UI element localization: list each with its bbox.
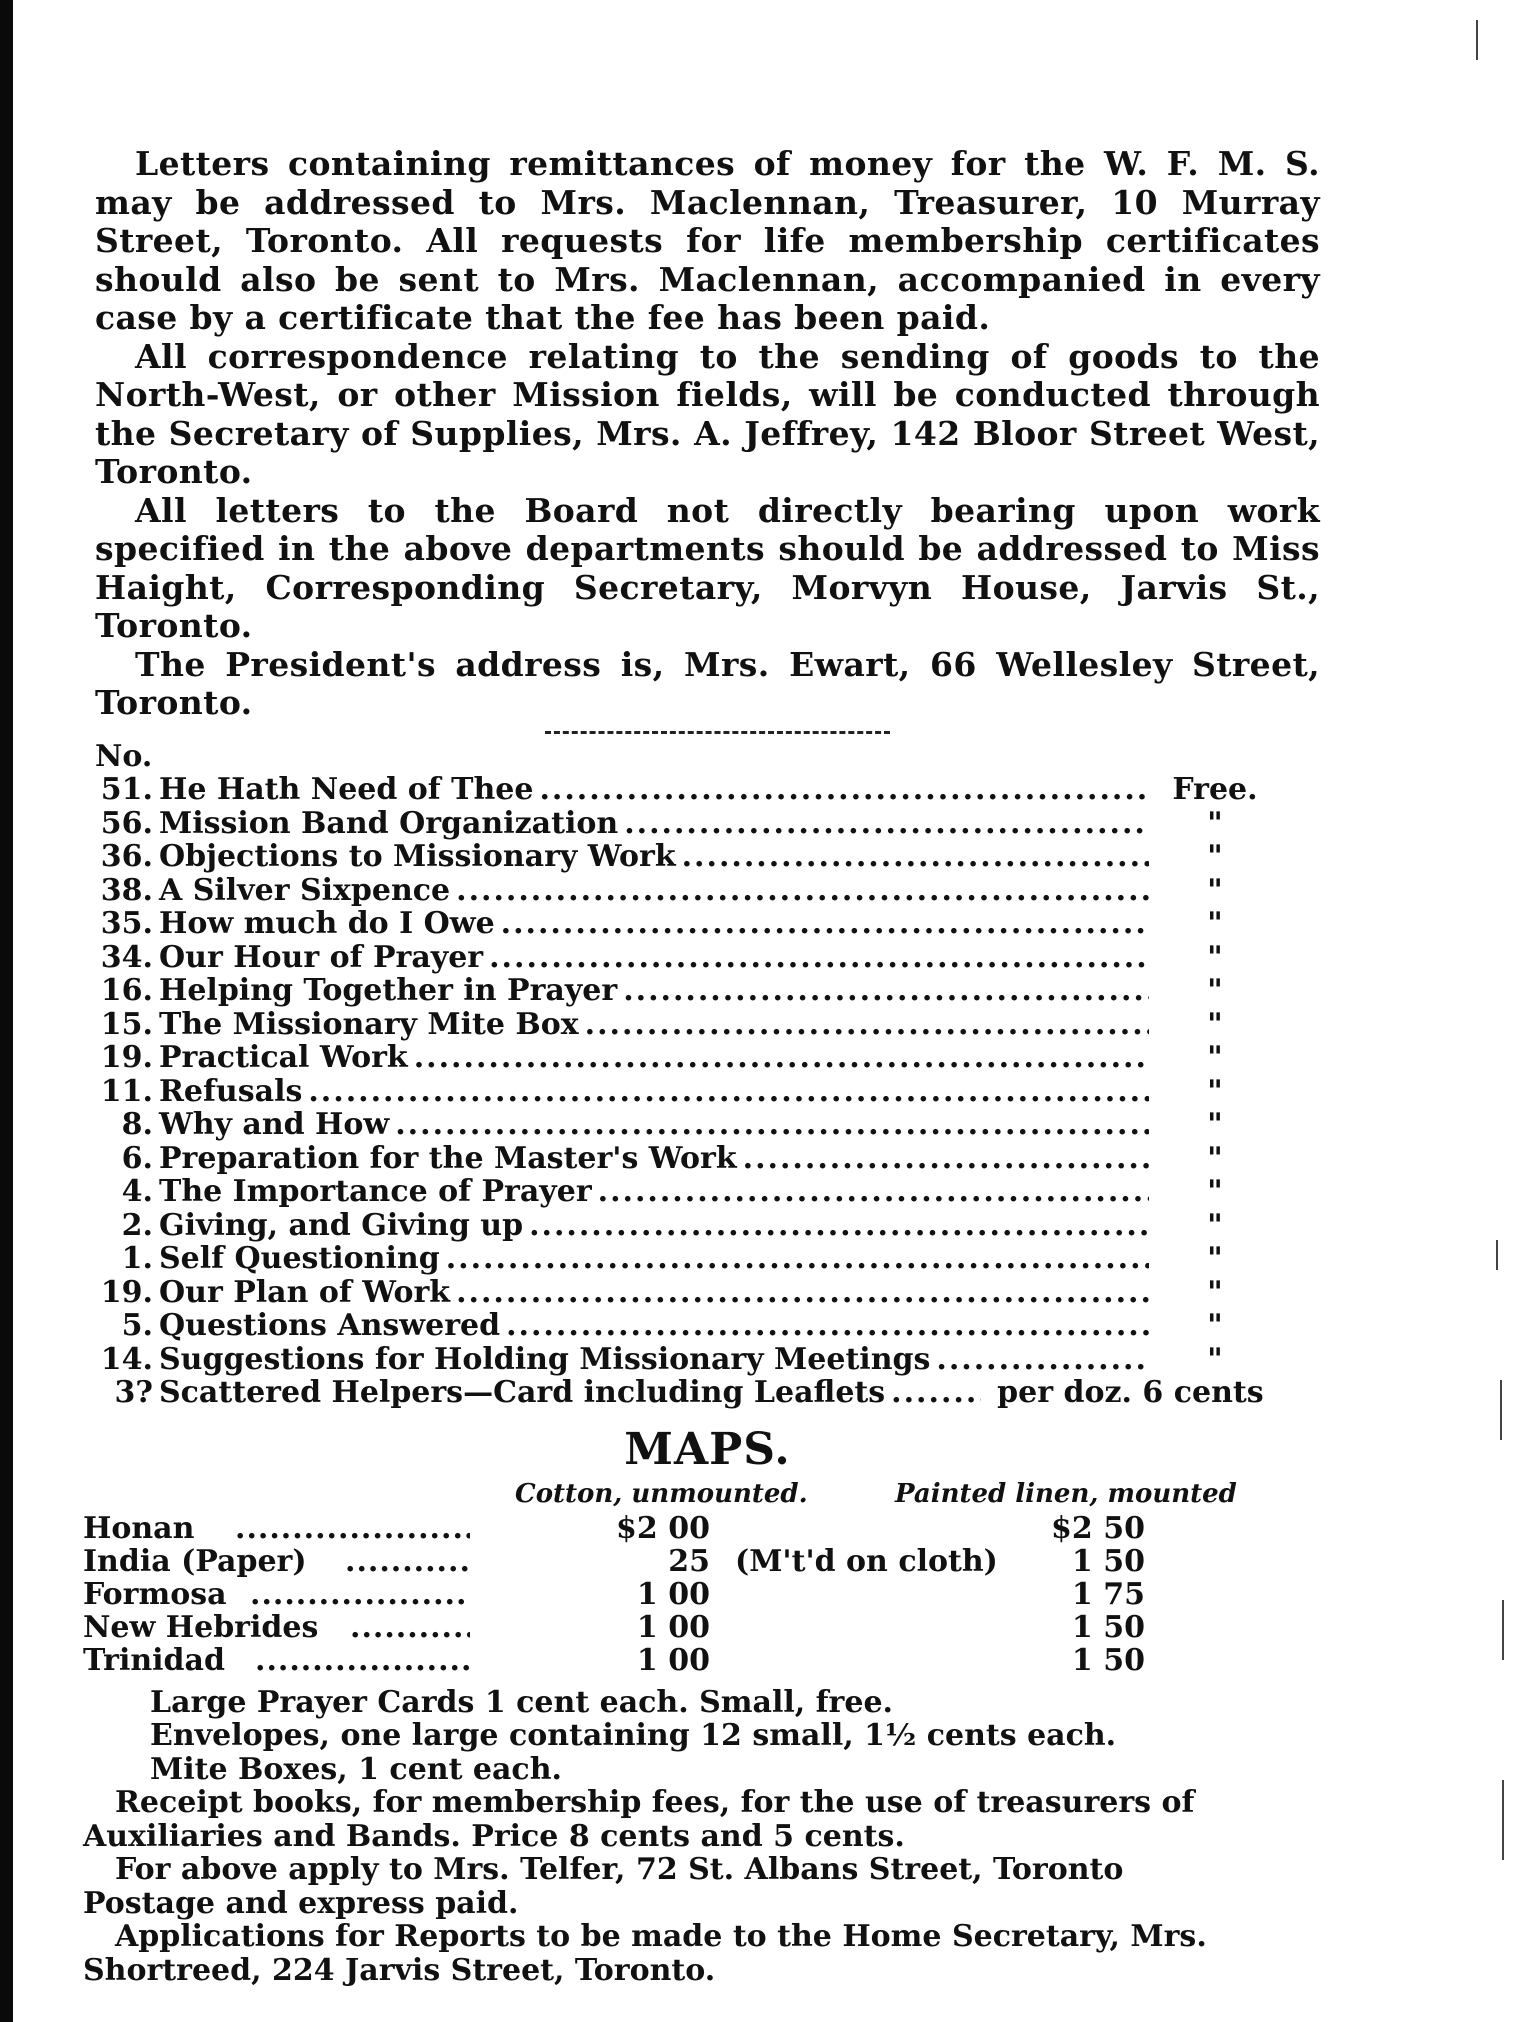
leaflet-title: The Importance of Prayer xyxy=(159,1174,592,1209)
supplies-notices xyxy=(83,1684,1320,1988)
leaflet-row xyxy=(95,974,1275,1008)
leaflet-price: " xyxy=(1207,1308,1223,1343)
leaflet-row xyxy=(95,840,1275,874)
leaflet-number: 2. xyxy=(121,1207,153,1243)
margin-mark xyxy=(1476,20,1478,60)
leaflet-price: " xyxy=(1207,906,1223,941)
leaflet-title: Questions Answered xyxy=(159,1308,501,1343)
dot-leader xyxy=(585,1008,1149,1042)
map-row xyxy=(83,1576,1320,1612)
leaflet-number: 19. xyxy=(100,1040,153,1075)
leaflet-number: 1. xyxy=(121,1241,153,1276)
map-linen-price: 1 50 xyxy=(1071,1609,1145,1645)
leaflet-number: 51. xyxy=(100,772,153,807)
receipt-books-note-cont: Auxiliaries and Bands. Price 8 cents and 5 cents. xyxy=(83,1818,905,1854)
mite-boxes-note: Mite Boxes, 1 cent each. xyxy=(150,1751,562,1787)
leaflet-number: 14. xyxy=(100,1341,153,1377)
map-name: Honan xyxy=(83,1510,195,1546)
leaflet-title: Scattered Helpers—Card including Leaflets xyxy=(159,1375,886,1410)
dot-leader xyxy=(529,1209,1149,1243)
maps-table xyxy=(83,1510,1320,1678)
dot-leader xyxy=(624,807,1149,841)
map-linen-price: 1 50 xyxy=(1071,1642,1145,1678)
leaflet-price: per doz. 6 cents xyxy=(997,1375,1264,1410)
leaflet-title: Our Plan of Work xyxy=(159,1274,451,1310)
leaflet-price: " xyxy=(1207,973,1223,1008)
page-edge-bar xyxy=(0,0,13,2022)
leaflet-number: 6. xyxy=(121,1140,153,1176)
leaflet-number: 56. xyxy=(100,805,153,841)
map-linen-price: 1 50 xyxy=(1071,1543,1145,1579)
maps-column-headers xyxy=(95,1479,1320,1511)
paragraph-supplies: All correspondence relating to the sending of goods to the North-West, or other Mission fields, will be conducted through the Secretary of Supplies, Mrs. A. Jeffrey, 142 Bloor Street West, Toronto. xyxy=(95,336,1320,491)
leaflet-price: " xyxy=(1207,1006,1223,1042)
map-name: New Hebrides xyxy=(83,1609,319,1645)
leaflet-price: " xyxy=(1207,1107,1223,1142)
dot-leader xyxy=(506,1309,1149,1343)
dot-leader xyxy=(345,1544,470,1579)
leaflet-title: Preparation for the Master's Work xyxy=(159,1140,737,1176)
leaflet-number: 8. xyxy=(121,1107,153,1142)
dot-leader xyxy=(623,974,1149,1008)
margin-mark xyxy=(1500,1380,1502,1440)
dot-leader xyxy=(489,941,1149,975)
map-note: (M't'd on cloth) xyxy=(735,1543,998,1579)
map-cotton-price: 1 00 xyxy=(636,1642,710,1678)
dot-leader xyxy=(308,1075,1149,1109)
leaflet-list-header: No. xyxy=(95,738,153,774)
leaflet-row xyxy=(95,907,1275,941)
map-cotton-price: 1 00 xyxy=(636,1576,710,1612)
paragraph-board-letters: All letters to the Board not directly bearing upon work specified in the above departments should be addressed to Miss Haight, Corresponding Secretary, Morvyn House, Jarvis St., Toronto. xyxy=(95,490,1320,645)
leaflet-title: Our Hour of Prayer xyxy=(159,939,484,975)
leaflet-row xyxy=(95,773,1275,807)
reports-note: Applications for Reports to be made to the Home Secretary, Mrs. xyxy=(115,1919,1207,1954)
leaflet-price: " xyxy=(1207,1207,1223,1243)
leaflet-row xyxy=(95,1276,1275,1310)
leaflet-row xyxy=(95,1041,1275,1075)
leaflet-row xyxy=(95,1008,1275,1042)
map-name: Formosa xyxy=(83,1576,227,1612)
leaflet-title: Practical Work xyxy=(159,1040,408,1075)
apply-note-cont: Postage and express paid. xyxy=(83,1885,519,1921)
dot-leader xyxy=(395,1108,1149,1142)
leaflet-title: The Missionary Mite Box xyxy=(159,1006,579,1042)
map-linen-price: 1 75 xyxy=(1071,1576,1145,1612)
dot-leader xyxy=(414,1041,1149,1075)
leaflet-row xyxy=(95,1075,1275,1109)
map-name: Trinidad xyxy=(83,1642,225,1678)
leaflet-title: Helping Together in Prayer xyxy=(159,973,618,1008)
leaflet-price: Free. xyxy=(1172,772,1258,807)
map-cotton-price: $2 00 xyxy=(616,1510,710,1546)
leaflet-number: 15. xyxy=(100,1006,153,1042)
dot-leader xyxy=(501,907,1149,941)
leaflet-price: " xyxy=(1207,1174,1223,1209)
dot-leader xyxy=(891,1376,981,1410)
dot-leader xyxy=(350,1610,470,1645)
leaflet-number: 16. xyxy=(100,973,153,1008)
leaflet-title: Suggestions for Holding Missionary Meetings xyxy=(159,1341,931,1377)
dot-leader xyxy=(456,874,1149,908)
maps-column-linen: Painted linen, mounted xyxy=(895,1478,1237,1509)
map-row xyxy=(83,1510,1320,1546)
notice-paragraphs xyxy=(95,145,1320,723)
leaflet-row xyxy=(95,1309,1275,1343)
leaflet-title: Giving, and Giving up xyxy=(159,1207,524,1243)
dot-leader xyxy=(598,1175,1149,1209)
map-row xyxy=(83,1642,1320,1678)
section-divider xyxy=(545,731,890,738)
reports-note-cont: Shortreed, 224 Jarvis Street, Toronto. xyxy=(83,1952,716,1988)
dot-leader xyxy=(936,1343,1149,1377)
leaflet-row xyxy=(95,1175,1275,1209)
paragraph-remittances: Letters containing remittances of money for the W. F. M. S. may be addressed to Mrs. Maclennan, Treasurer, 10 Murray Street, Toronto. All requests for life membership certificates should also be sent to Mrs. Maclennan, accompanied in every case by a certificate that the fee has been paid. xyxy=(95,144,1320,337)
dot-leader xyxy=(255,1643,470,1678)
leaflet-title: Mission Band Organization xyxy=(159,805,619,841)
leaflet-row xyxy=(95,1209,1275,1243)
leaflet-price: " xyxy=(1207,1274,1223,1310)
leaflet-number: 34. xyxy=(100,939,153,975)
leaflet-title: He Hath Need of Thee xyxy=(159,772,534,807)
map-linen-price: $2 50 xyxy=(1051,1510,1145,1546)
receipt-books-note: Receipt books, for membership fees, for the use of treasurers of xyxy=(115,1785,1195,1820)
leaflet-row xyxy=(95,807,1275,841)
leaflet-row-last xyxy=(95,1376,1275,1410)
leaflet-price: " xyxy=(1207,1241,1223,1276)
dot-leader xyxy=(456,1276,1149,1310)
leaflet-price: " xyxy=(1207,1073,1223,1109)
leaflet-row xyxy=(95,1142,1275,1176)
maps-heading: MAPS. xyxy=(624,1423,791,1475)
margin-mark xyxy=(1496,1240,1498,1270)
leaflet-number: 11. xyxy=(100,1073,153,1109)
envelopes-note: Envelopes, one large containing 12 small, 1½ cents each. xyxy=(150,1718,1117,1753)
leaflet-title: Why and How xyxy=(159,1107,390,1142)
dot-leader xyxy=(743,1142,1149,1176)
leaflet-row xyxy=(95,874,1275,908)
leaflet-title: Objections to Missionary Work xyxy=(159,839,676,874)
leaflet-number: 4. xyxy=(121,1174,153,1209)
leaflet-price: " xyxy=(1207,805,1223,841)
leaflet-title: How much do I Owe xyxy=(159,906,495,941)
leaflet-price: " xyxy=(1207,939,1223,975)
margin-mark xyxy=(1502,1780,1504,1860)
leaflet-price: " xyxy=(1207,872,1223,908)
leaflet-number: 38. xyxy=(100,872,153,908)
leaflet-number: 36. xyxy=(100,839,153,874)
dot-leader xyxy=(682,840,1149,874)
map-row xyxy=(83,1609,1320,1645)
paragraph-president: The President's address is, Mrs. Ewart, 66 Wellesley Street, Toronto. xyxy=(95,644,1320,722)
leaflet-list xyxy=(95,740,1320,1410)
leaflet-price: " xyxy=(1207,1040,1223,1075)
leaflet-row xyxy=(95,1343,1275,1377)
leaflet-row xyxy=(95,1108,1275,1142)
leaflet-price: " xyxy=(1207,839,1223,874)
leaflet-title: Self Questioning xyxy=(159,1241,440,1276)
dot-leader xyxy=(250,1577,470,1612)
leaflet-title: Refusals xyxy=(159,1073,303,1109)
leaflet-number: 19. xyxy=(100,1274,153,1310)
leaflet-number: 5. xyxy=(121,1308,153,1343)
dot-leader xyxy=(235,1511,470,1546)
map-name: India (Paper) xyxy=(83,1543,307,1579)
leaflet-number: 3? xyxy=(114,1375,153,1410)
leaflet-title: A Silver Sixpence xyxy=(159,872,451,908)
dot-leader xyxy=(539,773,1149,807)
map-row xyxy=(83,1543,1320,1579)
page-content xyxy=(83,144,1320,1988)
apply-note: For above apply to Mrs. Telfer, 72 St. Albans Street, Toronto xyxy=(115,1852,1124,1887)
margin-mark xyxy=(1502,1600,1504,1660)
maps-column-cotton: Cotton, unmounted. xyxy=(515,1478,808,1509)
dot-leader xyxy=(446,1242,1149,1276)
leaflet-row xyxy=(95,1242,1275,1276)
map-cotton-price: 25 xyxy=(668,1543,710,1579)
map-cotton-price: 1 00 xyxy=(636,1609,710,1645)
leaflet-row xyxy=(95,941,1275,975)
prayer-cards-note: Large Prayer Cards 1 cent each. Small, free. xyxy=(150,1684,893,1720)
leaflet-price: " xyxy=(1207,1341,1223,1377)
leaflet-price: " xyxy=(1207,1140,1223,1176)
leaflet-number: 35. xyxy=(100,906,153,941)
